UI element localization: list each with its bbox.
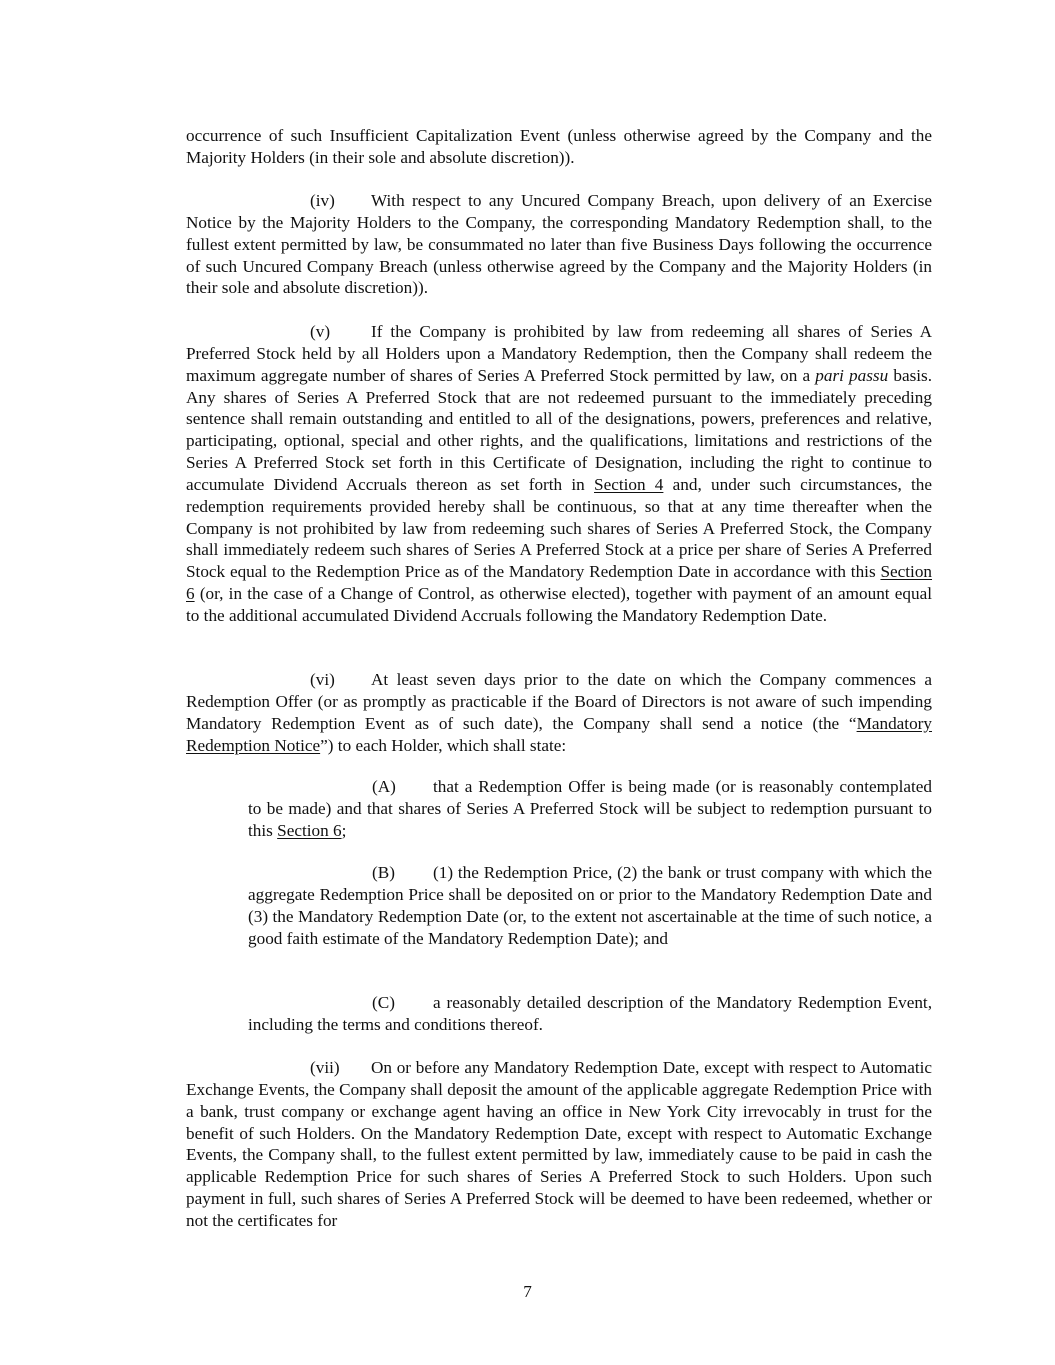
paragraph-label: (A) — [372, 777, 396, 796]
paragraph-continuation — [186, 125, 932, 169]
paragraph-text: that a Redemption Offer is being made (or is reasonably contemplated to be made) and that shares of Series A Preferred Stock will be subject to redemption pursuant to this — [248, 777, 932, 840]
page-number: 7 — [523, 1282, 532, 1301]
paragraph-B — [248, 862, 932, 949]
paragraph-text: basis. Any shares of Series A Preferred Stock that are not redeemed pursuant to the immediately preceding sentence shall remain outstanding and entitled to all of the designations, powers, preferences and relative, participating, optional, special and other rights, and the qualifications, limitations and restrictions of the Series A Preferred Stock set forth in this Certificate of Designation, including the right to continue to accumulate Dividend Accruals thereon as set forth in — [186, 365, 933, 494]
paragraph-text: On or before any Mandatory Redemption Date, except with respect to Automatic Exchange Events, the Company shall deposit the amount of the applicable aggregate Redemption Price with a bank, trust company or exchange agent having an office in New York City irrevocably in trust for the benefit of such Holders. On the Mandatory Redemption Date, except with respect to Automatic Exchange Events, the Company shall, to the fullest extent permitted by law, immediately cause to be paid in cash the applicable Redemption Price for such shares of Series A Preferred Stock to such Holders. Upon such payment in full, such shares of Series A Preferred Stock will be deemed to have been redeemed, whether or not the certificates for — [186, 1058, 932, 1230]
paragraph-text: (1) the Redemption Price, (2) the bank or trust company with which the aggregate Redemption Price shall be deposited on or prior to the Mandatory Redemption Date and (3) the Mandatory Redemption Date (or, to the extent not ascertainable at the time of such notice, a good faith estimate of the Mandatory Redemption Date); and — [248, 863, 932, 948]
paragraph-text: occurrence of such Insufficient Capitalization Event (unless otherwise agreed by the Company and the Majority Holders (in their sole and absolute discretion)). — [186, 126, 932, 167]
paragraph-A — [248, 776, 932, 842]
mandatory-redemption-notice-term: Mandatory Redemption Notice — [186, 713, 932, 755]
paragraph-text: a reasonably detailed description of the Mandatory Redemption Event, including the terms and conditions thereof. — [248, 993, 932, 1034]
paragraph-C — [248, 992, 932, 1036]
paragraph-text: ”) to each Holder, which shall state: — [320, 735, 567, 755]
paragraph-label: (vii) — [310, 1058, 340, 1077]
paragraph-text: If the Company is prohibited by law from redeeming all shares of Series A Preferred Stock held by all Holders upon a Mandatory Redemption, then the Company shall redeem the maximum aggregate number of shares of Series A Preferred Stock permitted by law, on a — [186, 322, 932, 385]
paragraph-v — [186, 321, 932, 627]
paragraph-text: At least seven days prior to the date on which the Company commences a Redemption Offer (or as promptly as practicable if the Board of Directors is not aware of such impending Mandatory Redemption Event as of such date), the Company shall send a notice (the “ — [186, 670, 932, 733]
paragraph-label: (iv) — [310, 191, 335, 210]
paragraph-text: With respect to any Uncured Company Breach, upon delivery of an Exercise Notice by the Majority Holders to the Company, the corresponding Mandatory Redemption shall, to the fullest extent permitted by law, be consummated no later than five Business Days following the occurrence of such Uncured Company Breach (unless otherwise agreed by the Company and the Majority Holders (in their sole and absolute discretion)). — [186, 191, 932, 298]
section-6-reference: Section 6 — [186, 562, 933, 604]
italic-term: pari passu — [815, 365, 889, 385]
paragraph-vi — [186, 669, 932, 756]
paragraph-label: (vi) — [310, 670, 335, 689]
paragraph-text: ; — [341, 820, 347, 840]
section-4-reference: Section 4 — [594, 474, 664, 494]
section-6-reference: Section 6 — [277, 820, 342, 840]
paragraph-iv — [186, 190, 932, 299]
paragraph-text: and, under such circumstances, the redemption requirements provided hereby shall be continuous, so that at any time thereafter when the Company is not prohibited by law from redeeming such shares of Series A Preferred Stock, the Company shall immediately redeem such shares of Series A Preferred Stock at a price per share of Series A Preferred Stock equal to the Redemption Price as of the Mandatory Redemption Date in accordance with this — [186, 474, 933, 582]
paragraph-label: (v) — [310, 322, 331, 341]
paragraph-text: (or, in the case of a Change of Control, as otherwise elected), together with payment of an amount equal to the additional accumulated Dividend Accruals following the Mandatory Redemption Date. — [186, 584, 933, 625]
paragraph-label: (B) — [372, 863, 395, 882]
paragraph-label: (C) — [372, 993, 395, 1012]
paragraph-vii — [186, 1057, 932, 1232]
